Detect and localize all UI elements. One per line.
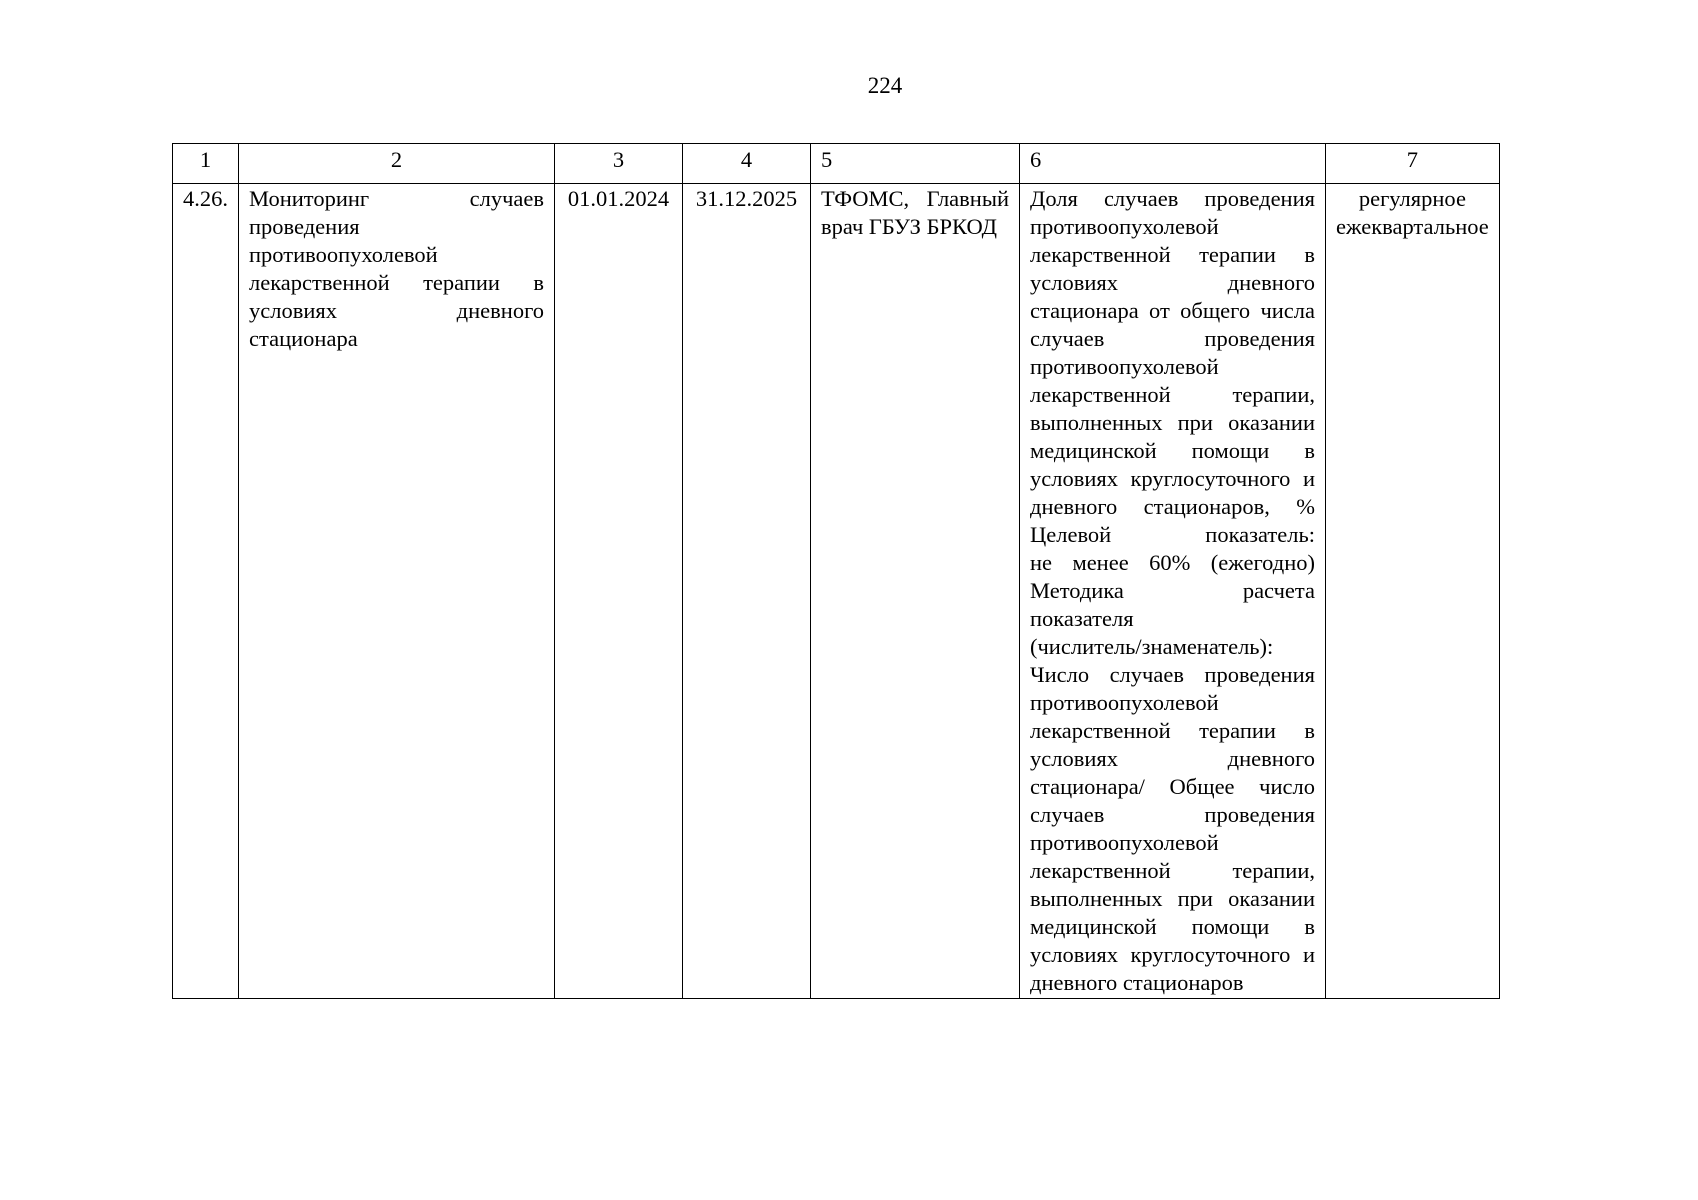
indicator-line: медицинской помощи в [1030, 438, 1315, 463]
responsible-line: ТФОМС, Главный [821, 186, 1009, 211]
responsible-cell [811, 184, 1020, 999]
indicator-line: медицинской помощи в [1030, 914, 1315, 939]
indicator-line: дневного стационаров [1030, 970, 1244, 995]
header-col-4: 4 [683, 144, 811, 184]
indicator-line: Методика расчета [1030, 578, 1315, 603]
header-col-6: 6 [1020, 144, 1326, 184]
indicator-line: противоопухолевой [1030, 690, 1219, 715]
end-date: 31.12.2025 [683, 184, 811, 999]
page-number: 224 [867, 73, 903, 98]
event-line: противоопухолевой [249, 242, 438, 267]
indicator-line: случаев проведения [1030, 326, 1315, 351]
indicator-line: показателя [1030, 606, 1134, 631]
indicator-cell [1020, 184, 1326, 999]
indicator-line: противоопухолевой [1030, 830, 1219, 855]
indicator-line: дневного стационаров, % [1030, 494, 1315, 519]
indicator-line: Число случаев проведения [1030, 662, 1315, 687]
indicator-line: лекарственной терапии, [1030, 858, 1315, 883]
indicator-line: условиях круглосуточного и [1030, 942, 1315, 967]
indicator-line: не менее 60% (ежегодно) [1030, 550, 1315, 575]
indicator-line: Целевой показатель: [1030, 522, 1315, 547]
event-line: условиях дневного [249, 298, 544, 323]
indicator-line: случаев проведения [1030, 802, 1315, 827]
header-row [173, 144, 1500, 184]
indicator-line: условиях дневного [1030, 746, 1315, 771]
event-line: Мониторинг случаев [249, 186, 544, 211]
indicator-line: выполненных при оказании [1030, 410, 1315, 435]
indicator-line: лекарственной терапии в [1030, 242, 1315, 267]
header-col-1: 1 [173, 144, 239, 184]
header-col-3: 3 [555, 144, 683, 184]
indicator-line: лекарственной терапии, [1030, 382, 1315, 407]
indicator-line: стационара/ Общее число [1030, 774, 1315, 799]
indicator-line: противоопухолевой [1030, 354, 1219, 379]
table-row [173, 184, 1500, 999]
frequency-cell [1326, 184, 1500, 999]
measures-table [172, 143, 1500, 999]
event-line: проведения [249, 214, 360, 239]
start-date: 01.01.2024 [555, 184, 683, 999]
indicator-line: Доля случаев проведения [1030, 186, 1315, 211]
header-col-7: 7 [1326, 144, 1500, 184]
indicator-line: стационара от общего числа [1030, 298, 1315, 323]
event-line: лекарственной терапии в [249, 270, 544, 295]
row-number: 4.26. [173, 184, 239, 999]
indicator-line: (числитель/знаменатель): [1030, 634, 1274, 659]
header-col-2: 2 [239, 144, 555, 184]
indicator-line: лекарственной терапии в [1030, 718, 1315, 743]
indicator-line: выполненных при оказании [1030, 886, 1315, 911]
frequency-line: регулярное [1358, 186, 1466, 211]
indicator-line: условиях круглосуточного и [1030, 466, 1315, 491]
frequency-line: ежеквартальное [1336, 214, 1489, 239]
responsible-line: врач ГБУЗ БРКОД [821, 214, 997, 239]
indicator-line: условиях дневного [1030, 270, 1315, 295]
header-col-5: 5 [811, 144, 1020, 184]
event-line: стационара [249, 326, 358, 351]
event-cell [239, 184, 555, 999]
indicator-line: противоопухолевой [1030, 214, 1219, 239]
